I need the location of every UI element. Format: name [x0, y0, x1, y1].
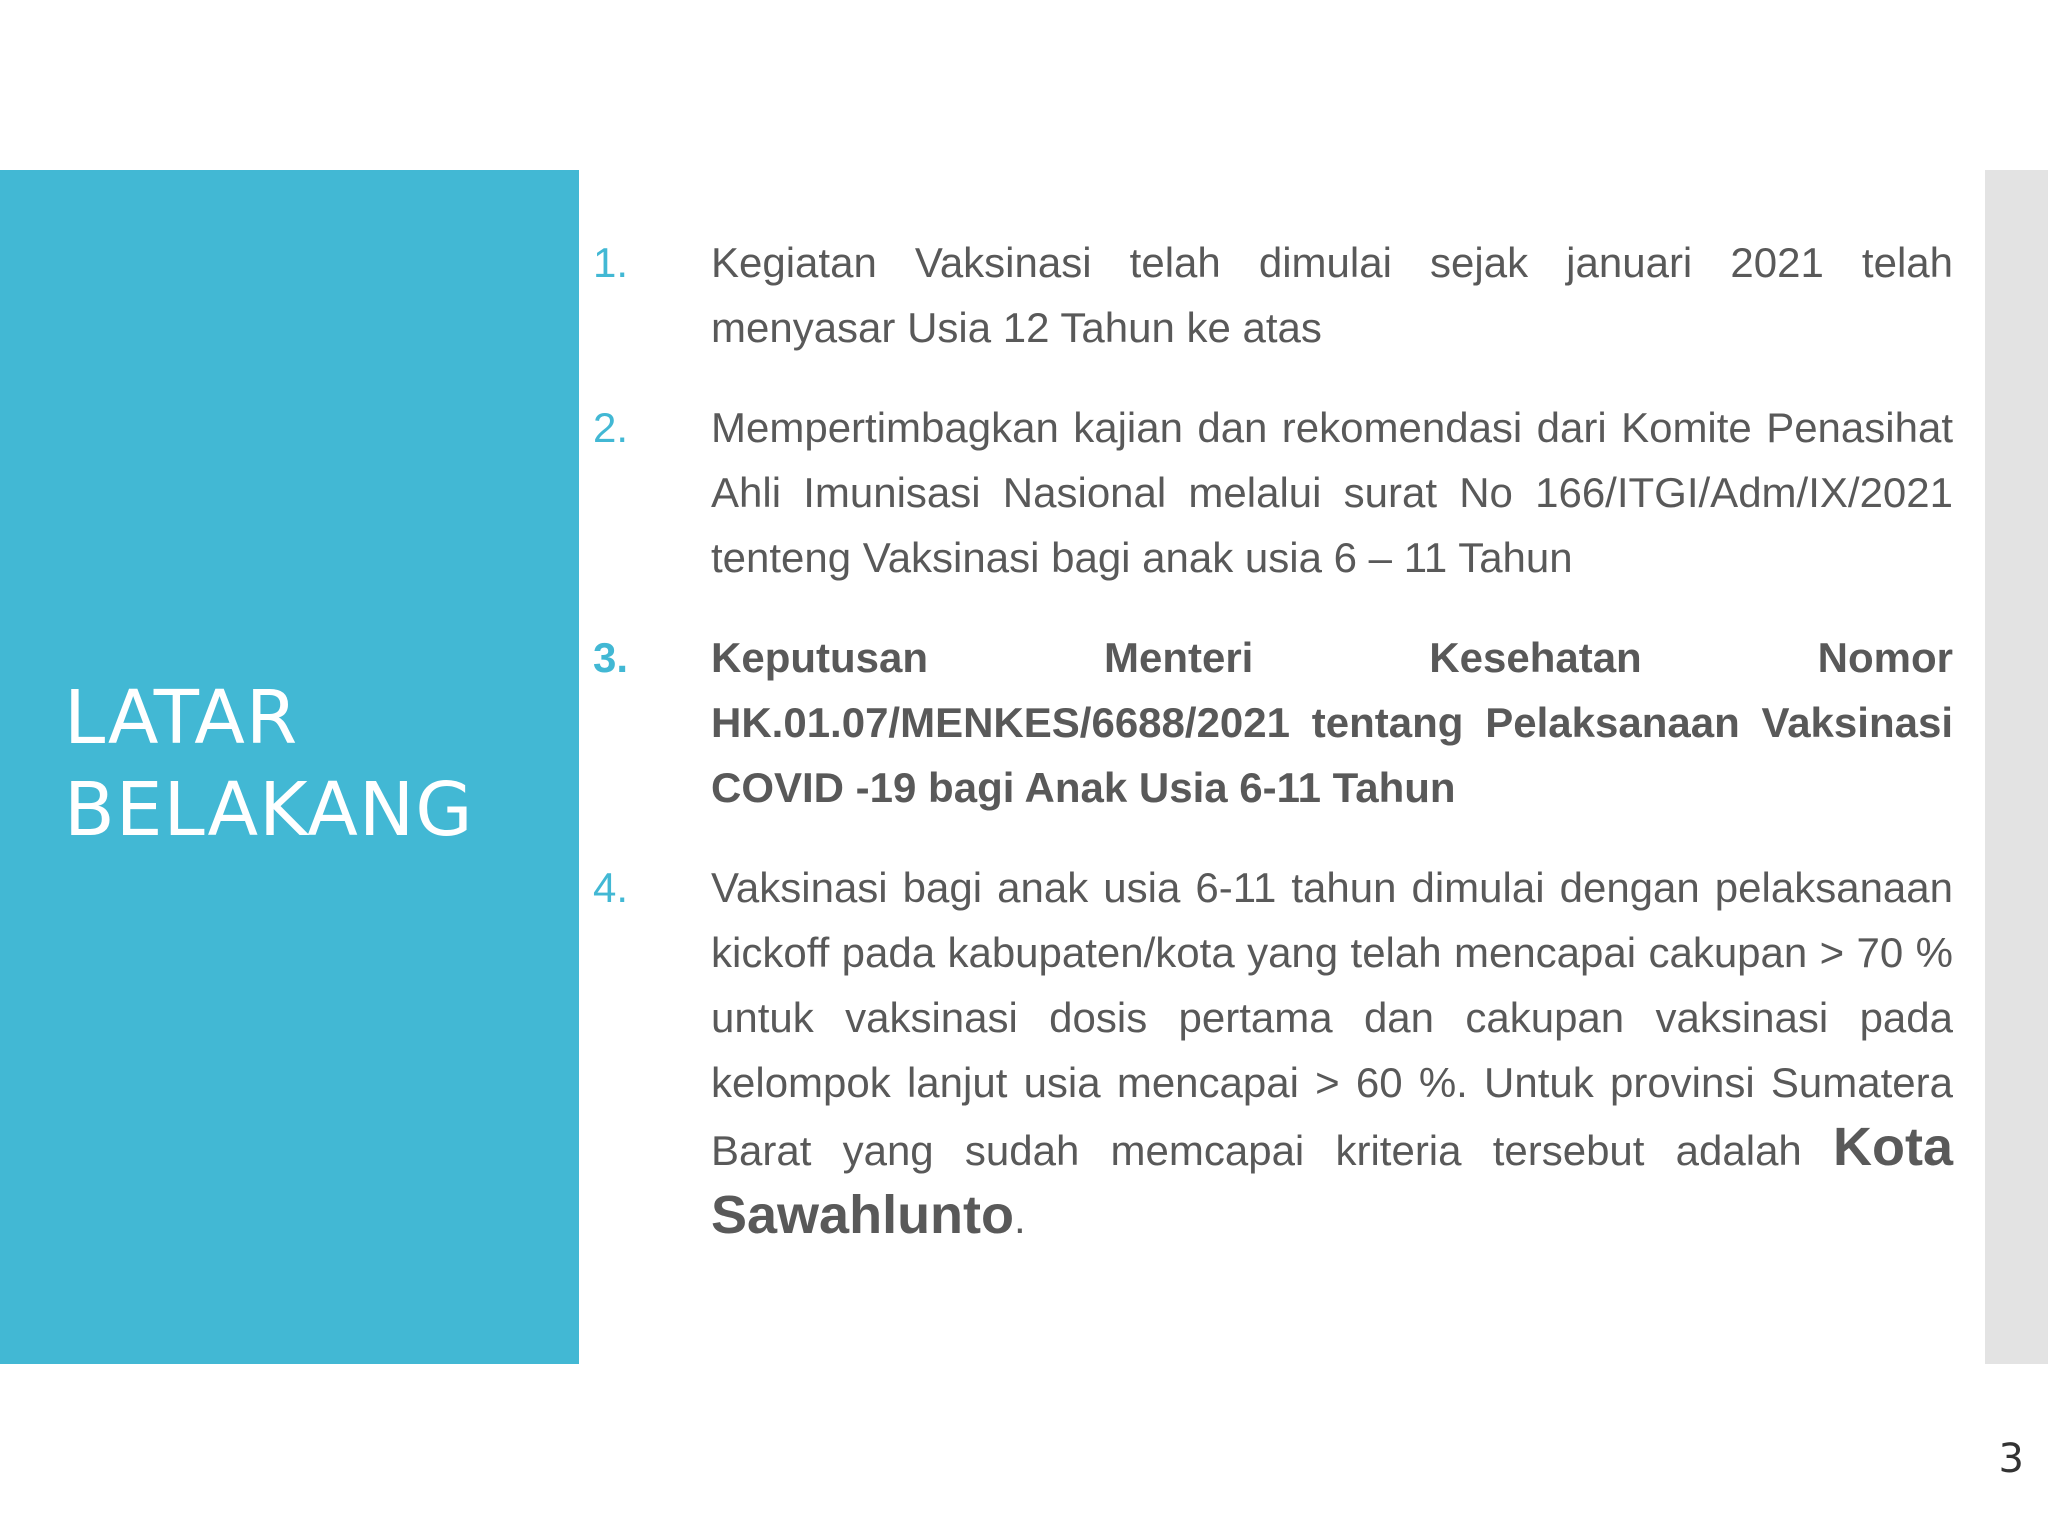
list-item-1-text: Kegiatan Vaksinasi telah dimulai sejak januari 2021 telah menyasar Usia 12 Tahun ke atas: [711, 239, 1953, 351]
list-item-4-text: [711, 855, 1953, 1251]
background-list: [593, 230, 1953, 1286]
list-item-2: [593, 395, 1953, 590]
list-item-3: [593, 625, 1953, 820]
list-item-3-text: Keputusan Menteri Kesehatan Nomor HK.01.07/MENKES/6688/2021 tentang Pelaksanaan Vaksinasi COVID -19 bagi Anak Usia 6-11 Tahun: [711, 634, 1953, 811]
slide-title-line-1: LATAR: [64, 675, 299, 761]
page-number: 3: [1998, 1436, 2024, 1482]
list-item-2-number: 2.: [593, 404, 629, 451]
list-item-2-text: Mempertimbagkan kajian dan rekomendasi dari Komite Penasihat Ahli Imunisasi Nasional melalui surat No 166/ITGI/Adm/IX/2021 tenteng Vaksinasi bagi anak usia 6 – 11 Tahun: [711, 404, 1953, 581]
list-item-1: [593, 230, 1953, 360]
right-decorative-strip: [1985, 170, 2048, 1364]
slide-title: [64, 672, 474, 856]
list-item-4-suffix: .: [1014, 1195, 1026, 1242]
list-item-1-number: 1.: [593, 239, 629, 286]
list-item-4-number: 4.: [593, 864, 629, 911]
list-item-4-body: Vaksinasi bagi anak usia 6-11 tahun dimulai dengan pelaksanaan kickoff pada kabupaten/kota yang telah mencapai cakupan > 70 % untuk vaksinasi dosis pertama dan cakupan vaksinasi pada kelompok lanjut usia mencapai > 60 %. Untuk provinsi Sumatera Barat yang sudah memcapai kriteria tersebut adalah: [711, 864, 1953, 1174]
list-item-4: [593, 855, 1953, 1251]
list-item-4-emphasis: Kota Sawahlunto: [711, 1117, 1953, 1245]
list-item-3-number: 3.: [593, 634, 629, 681]
slide-title-line-2: BELAKANG: [64, 767, 474, 853]
